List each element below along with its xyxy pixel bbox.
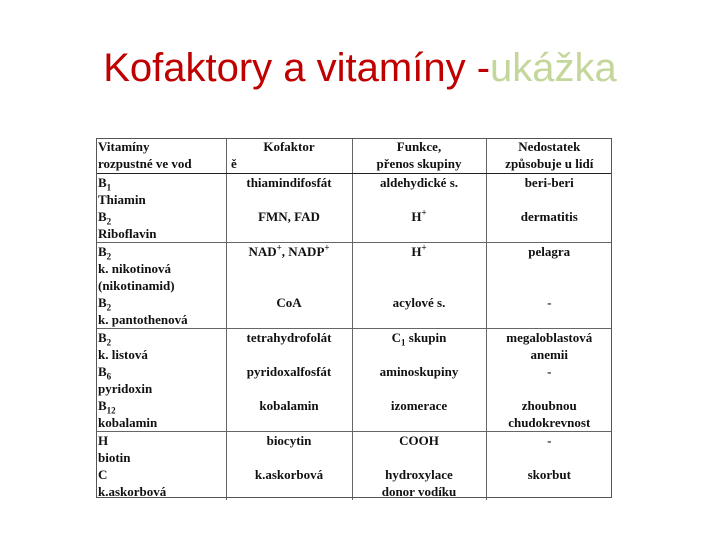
vitamin-table [96, 138, 612, 500]
cell-cofactor [226, 242, 352, 294]
cofactor-superscript-2: + [324, 242, 330, 253]
table-row [96, 431, 612, 466]
cofactor-superscript: + [276, 242, 282, 253]
cell-function: aldehydické s. [352, 173, 486, 208]
cell-vitamin [96, 294, 226, 329]
cell-deficiency [486, 397, 612, 432]
function-superscript: + [421, 207, 427, 218]
vitamin-name: Thiamin [98, 191, 146, 207]
cell-cofactor: tetrahydrofolát [226, 328, 352, 363]
table-row [96, 363, 612, 397]
deficiency-text-2: chudokrevnost [508, 414, 591, 430]
function-text: H [411, 243, 422, 259]
cell-cofactor: biocytin [226, 431, 352, 466]
cell-function [352, 242, 486, 294]
cell-cofactor: CoA [226, 294, 352, 329]
header-vitamins [96, 138, 237, 173]
vitamin-name: k. pantothenová [98, 311, 188, 327]
cell-deficiency: - [486, 363, 612, 397]
vitamin-subscript: 2 [106, 302, 112, 313]
cell-cofactor: thiamindifosfát [226, 173, 352, 208]
cell-vitamin [96, 397, 226, 432]
cell-vitamin [96, 363, 226, 397]
vitamin-name: k. nikotinová [98, 260, 171, 276]
vitamin-name: pyridoxin [98, 380, 153, 396]
cell-function: izomerace [352, 397, 486, 432]
cofactor-text-2: , NADP [281, 243, 325, 259]
header-vitamins-line1: Vitamíny [98, 139, 150, 154]
cell-cofactor: FMN, FAD [226, 208, 352, 243]
function-text: hydroxylace [385, 466, 453, 482]
header-function [352, 138, 486, 173]
cell-vitamin [96, 208, 226, 243]
vitamin-code: C [98, 466, 108, 482]
vitamin-code: H [98, 432, 109, 448]
vitamin-code: B [98, 397, 107, 413]
cell-vitamin [96, 173, 226, 208]
header-deficiency-line2: způsobuje u lidí [505, 156, 594, 171]
cell-deficiency: - [486, 431, 612, 466]
cell-function: COOH [352, 431, 486, 466]
cell-cofactor: kobalamin [226, 397, 352, 432]
page-title [0, 40, 720, 96]
table-row [96, 208, 612, 243]
cell-function [352, 328, 486, 363]
cell-vitamin [96, 242, 226, 294]
deficiency-text-2: anemii [530, 346, 569, 362]
table-header-row [96, 138, 612, 173]
cell-deficiency: - [486, 294, 612, 329]
vitamin-code: B [98, 329, 107, 345]
cell-deficiency [486, 328, 612, 363]
vitamin-name-extra: (nikotinamid) [98, 277, 175, 293]
vitamin-name: biotin [98, 449, 131, 465]
function-text: H [411, 208, 422, 224]
vitamin-code: B [98, 363, 107, 379]
vitamin-code: B [98, 294, 107, 310]
vitamin-name: Riboflavin [98, 225, 157, 241]
header-vitamins-line2: rozpustné ve vod [98, 156, 192, 171]
title-main: Kofaktory a vitamíny - [103, 46, 491, 90]
cell-deficiency: skorbut [486, 466, 612, 500]
cell-cofactor: pyridoxalfosfát [226, 363, 352, 397]
vitamin-subscript: 12 [106, 405, 116, 416]
header-vitamins-stray: ě [231, 156, 237, 171]
vitamin-code: B [98, 174, 107, 190]
cell-function: acylové s. [352, 294, 486, 329]
vitamin-subscript: 2 [106, 216, 112, 227]
vitamin-subscript: 6 [106, 371, 112, 382]
vitamin-name: kobalamin [98, 414, 158, 430]
table-row [96, 173, 612, 208]
cell-vitamin [96, 466, 226, 500]
header-cofactor: Kofaktor [226, 138, 352, 173]
header-deficiency-line1: Nedostatek [518, 139, 581, 154]
vitamin-name: k. listová [98, 346, 148, 362]
cell-deficiency: beri-beri [486, 173, 612, 208]
cofactor-text: NAD [248, 243, 277, 259]
title-accent: ukážka [490, 46, 617, 90]
function-subscript: 1 [401, 337, 406, 348]
header-function-line1: Funkce, [396, 139, 442, 154]
function-text: C [391, 329, 402, 345]
deficiency-text: zhoubnou [521, 397, 577, 413]
cell-deficiency: dermatitis [486, 208, 612, 243]
table-row [96, 328, 612, 363]
header-function-line2: přenos skupiny [376, 156, 462, 171]
function-text-2: donor vodíku [381, 483, 457, 499]
cell-deficiency: pelagra [486, 242, 612, 294]
function-text-2: skupin [405, 329, 447, 345]
cell-vitamin [96, 431, 226, 466]
table-row [96, 397, 612, 432]
vitamin-subscript: 2 [106, 337, 112, 348]
table-row [96, 466, 612, 500]
vitamin-name: k.askorbová [98, 483, 167, 499]
table-row [96, 294, 612, 329]
vitamin-subscript: 2 [106, 251, 112, 262]
cell-vitamin [96, 328, 226, 363]
vitamin-code: B [98, 208, 107, 224]
deficiency-text: megaloblastová [506, 329, 593, 345]
header-deficiency [486, 138, 612, 173]
cell-cofactor: k.askorbová [226, 466, 352, 500]
vitamin-subscript: 1 [106, 182, 112, 193]
vitamin-code: B [98, 243, 107, 259]
function-superscript: + [421, 242, 427, 253]
cell-function: aminoskupiny [352, 363, 486, 397]
cell-function [352, 466, 486, 500]
table-row [96, 242, 612, 294]
cell-function [352, 208, 486, 243]
